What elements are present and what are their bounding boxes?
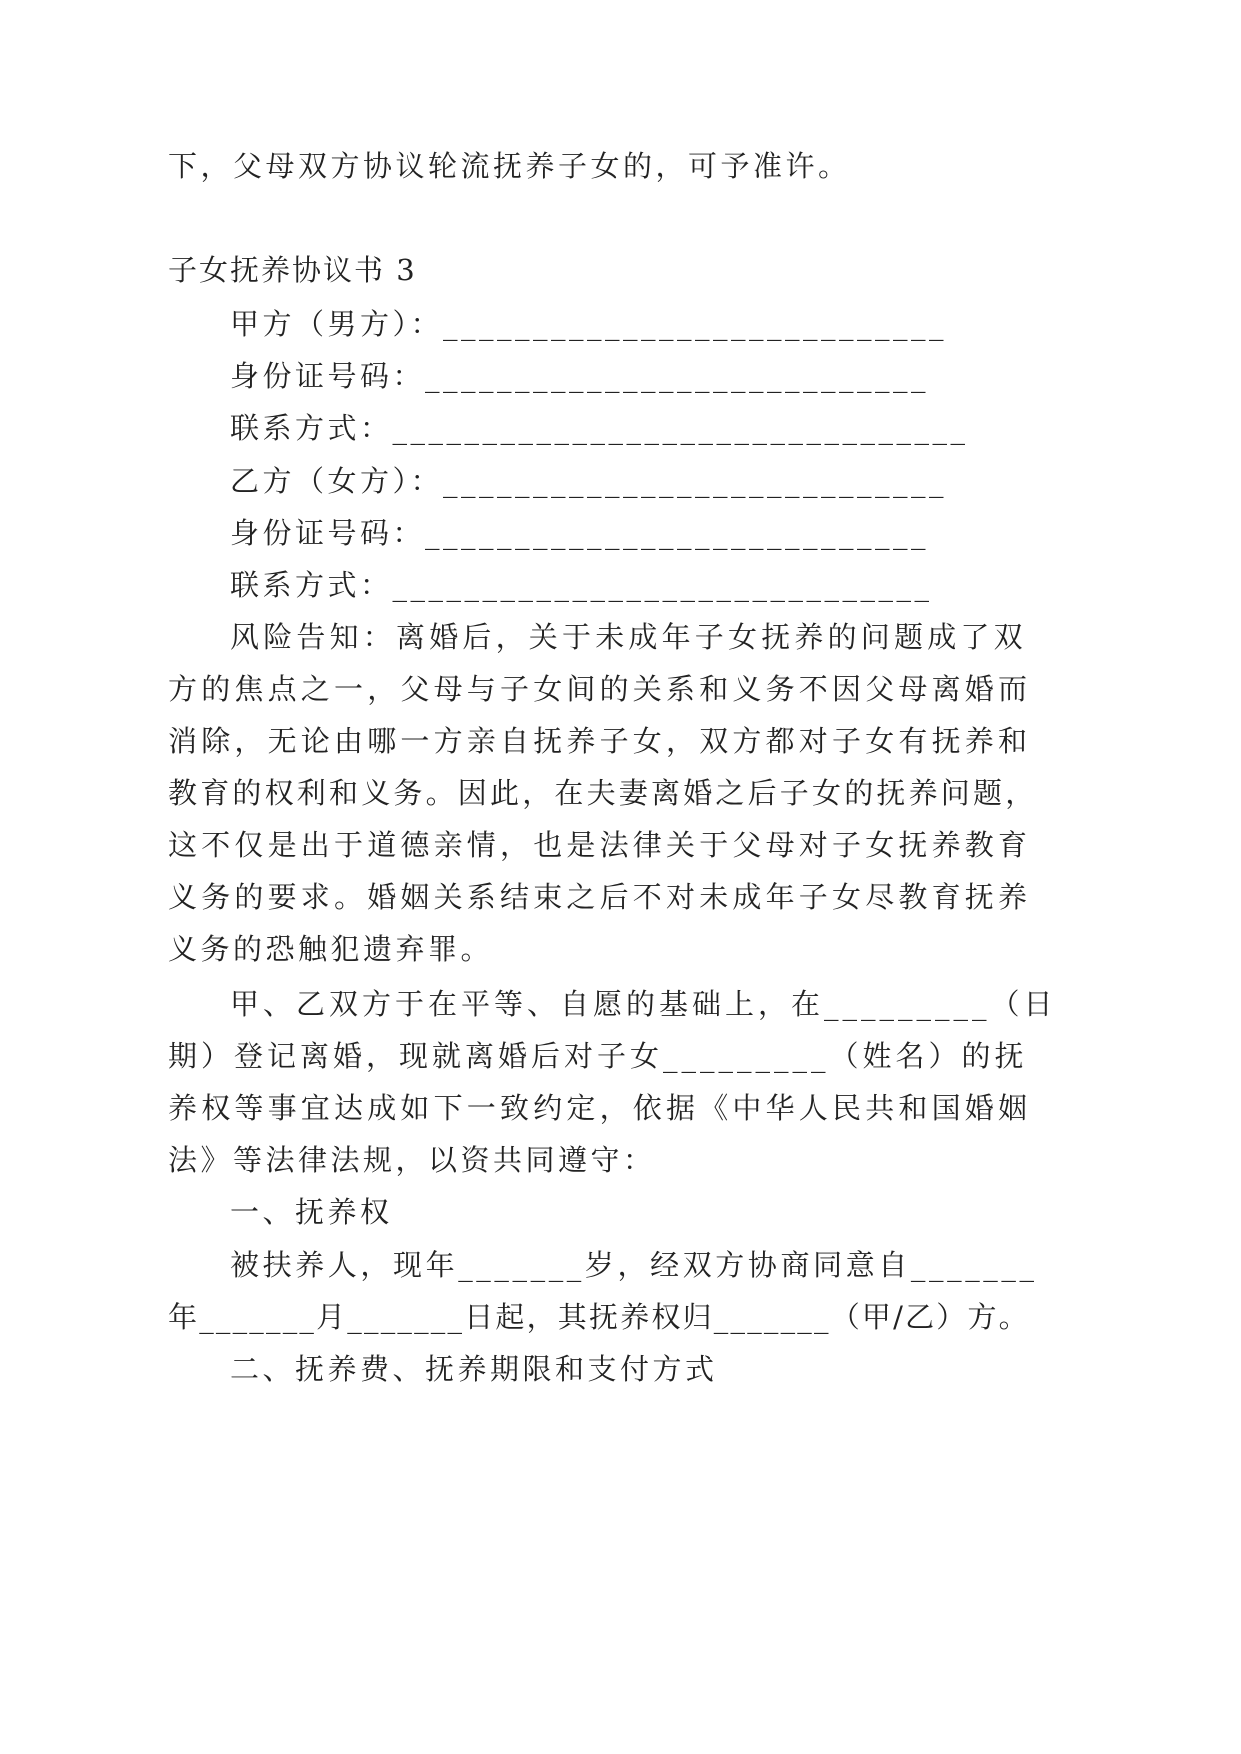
intro-line: 下，父母双方协议轮流抚养子女的，可予准许。 <box>168 149 851 183</box>
custody-line: 年_______月_______日起，其抚养权归_______（甲/乙）方。 <box>168 1300 1030 1334</box>
field-wife-name: 乙方（女方）：____________________________ <box>230 464 948 498</box>
field-wife-contact: 联系方式：______________________________ <box>230 568 933 602</box>
field-husband-name: 甲方（男方）：____________________________ <box>230 307 948 341</box>
section-1-title: 一、抚养权 <box>230 1195 393 1229</box>
document-heading: 子女抚养协议书 3 <box>168 253 417 287</box>
section-2-title: 二、抚养费、抚养期限和支付方式 <box>230 1352 718 1386</box>
risk-notice-line: 义务的要求。婚姻关系结束之后不对未成年子女尽教育抚养 <box>168 880 1032 914</box>
custody-line: 被扶养人，现年_______岁，经双方协商同意自_______ <box>230 1248 1038 1282</box>
field-husband-id: 身份证号码：____________________________ <box>230 359 930 393</box>
risk-notice-line: 风险告知：离婚后，关于未成年子女抚养的问题成了双 <box>230 620 1027 654</box>
risk-notice-line: 教育的权利和义务。因此，在夫妻离婚之后子女的抚养问题， <box>168 776 1038 810</box>
risk-notice-line: 方的焦点之一，父母与子女间的关系和义务不因父母离婚而 <box>168 672 1032 706</box>
agreement-line: 养权等事宜达成如下一致约定，依据《中华人民共和国婚姻 <box>168 1091 1032 1125</box>
agreement-line: 法》等法律法规，以资共同遵守： <box>168 1143 656 1177</box>
field-wife-id: 身份证号码：____________________________ <box>230 516 930 550</box>
risk-notice-line: 义务的恐触犯遗弃罪。 <box>168 932 494 966</box>
field-husband-contact: 联系方式：________________________________ <box>230 411 969 445</box>
risk-notice-line: 这不仅是出于道德亲情，也是法律关于父母对子女抚养教育 <box>168 828 1032 862</box>
risk-notice-line: 消除，无论由哪一方亲自抚养子女，双方都对子女有抚养和 <box>168 724 1032 758</box>
agreement-line: 甲、乙双方于在平等、自愿的基础上，在_________（日 <box>230 987 1057 1021</box>
agreement-line: 期）登记离婚，现就离婚后对子女_________（姓名）的抚 <box>168 1039 1028 1073</box>
